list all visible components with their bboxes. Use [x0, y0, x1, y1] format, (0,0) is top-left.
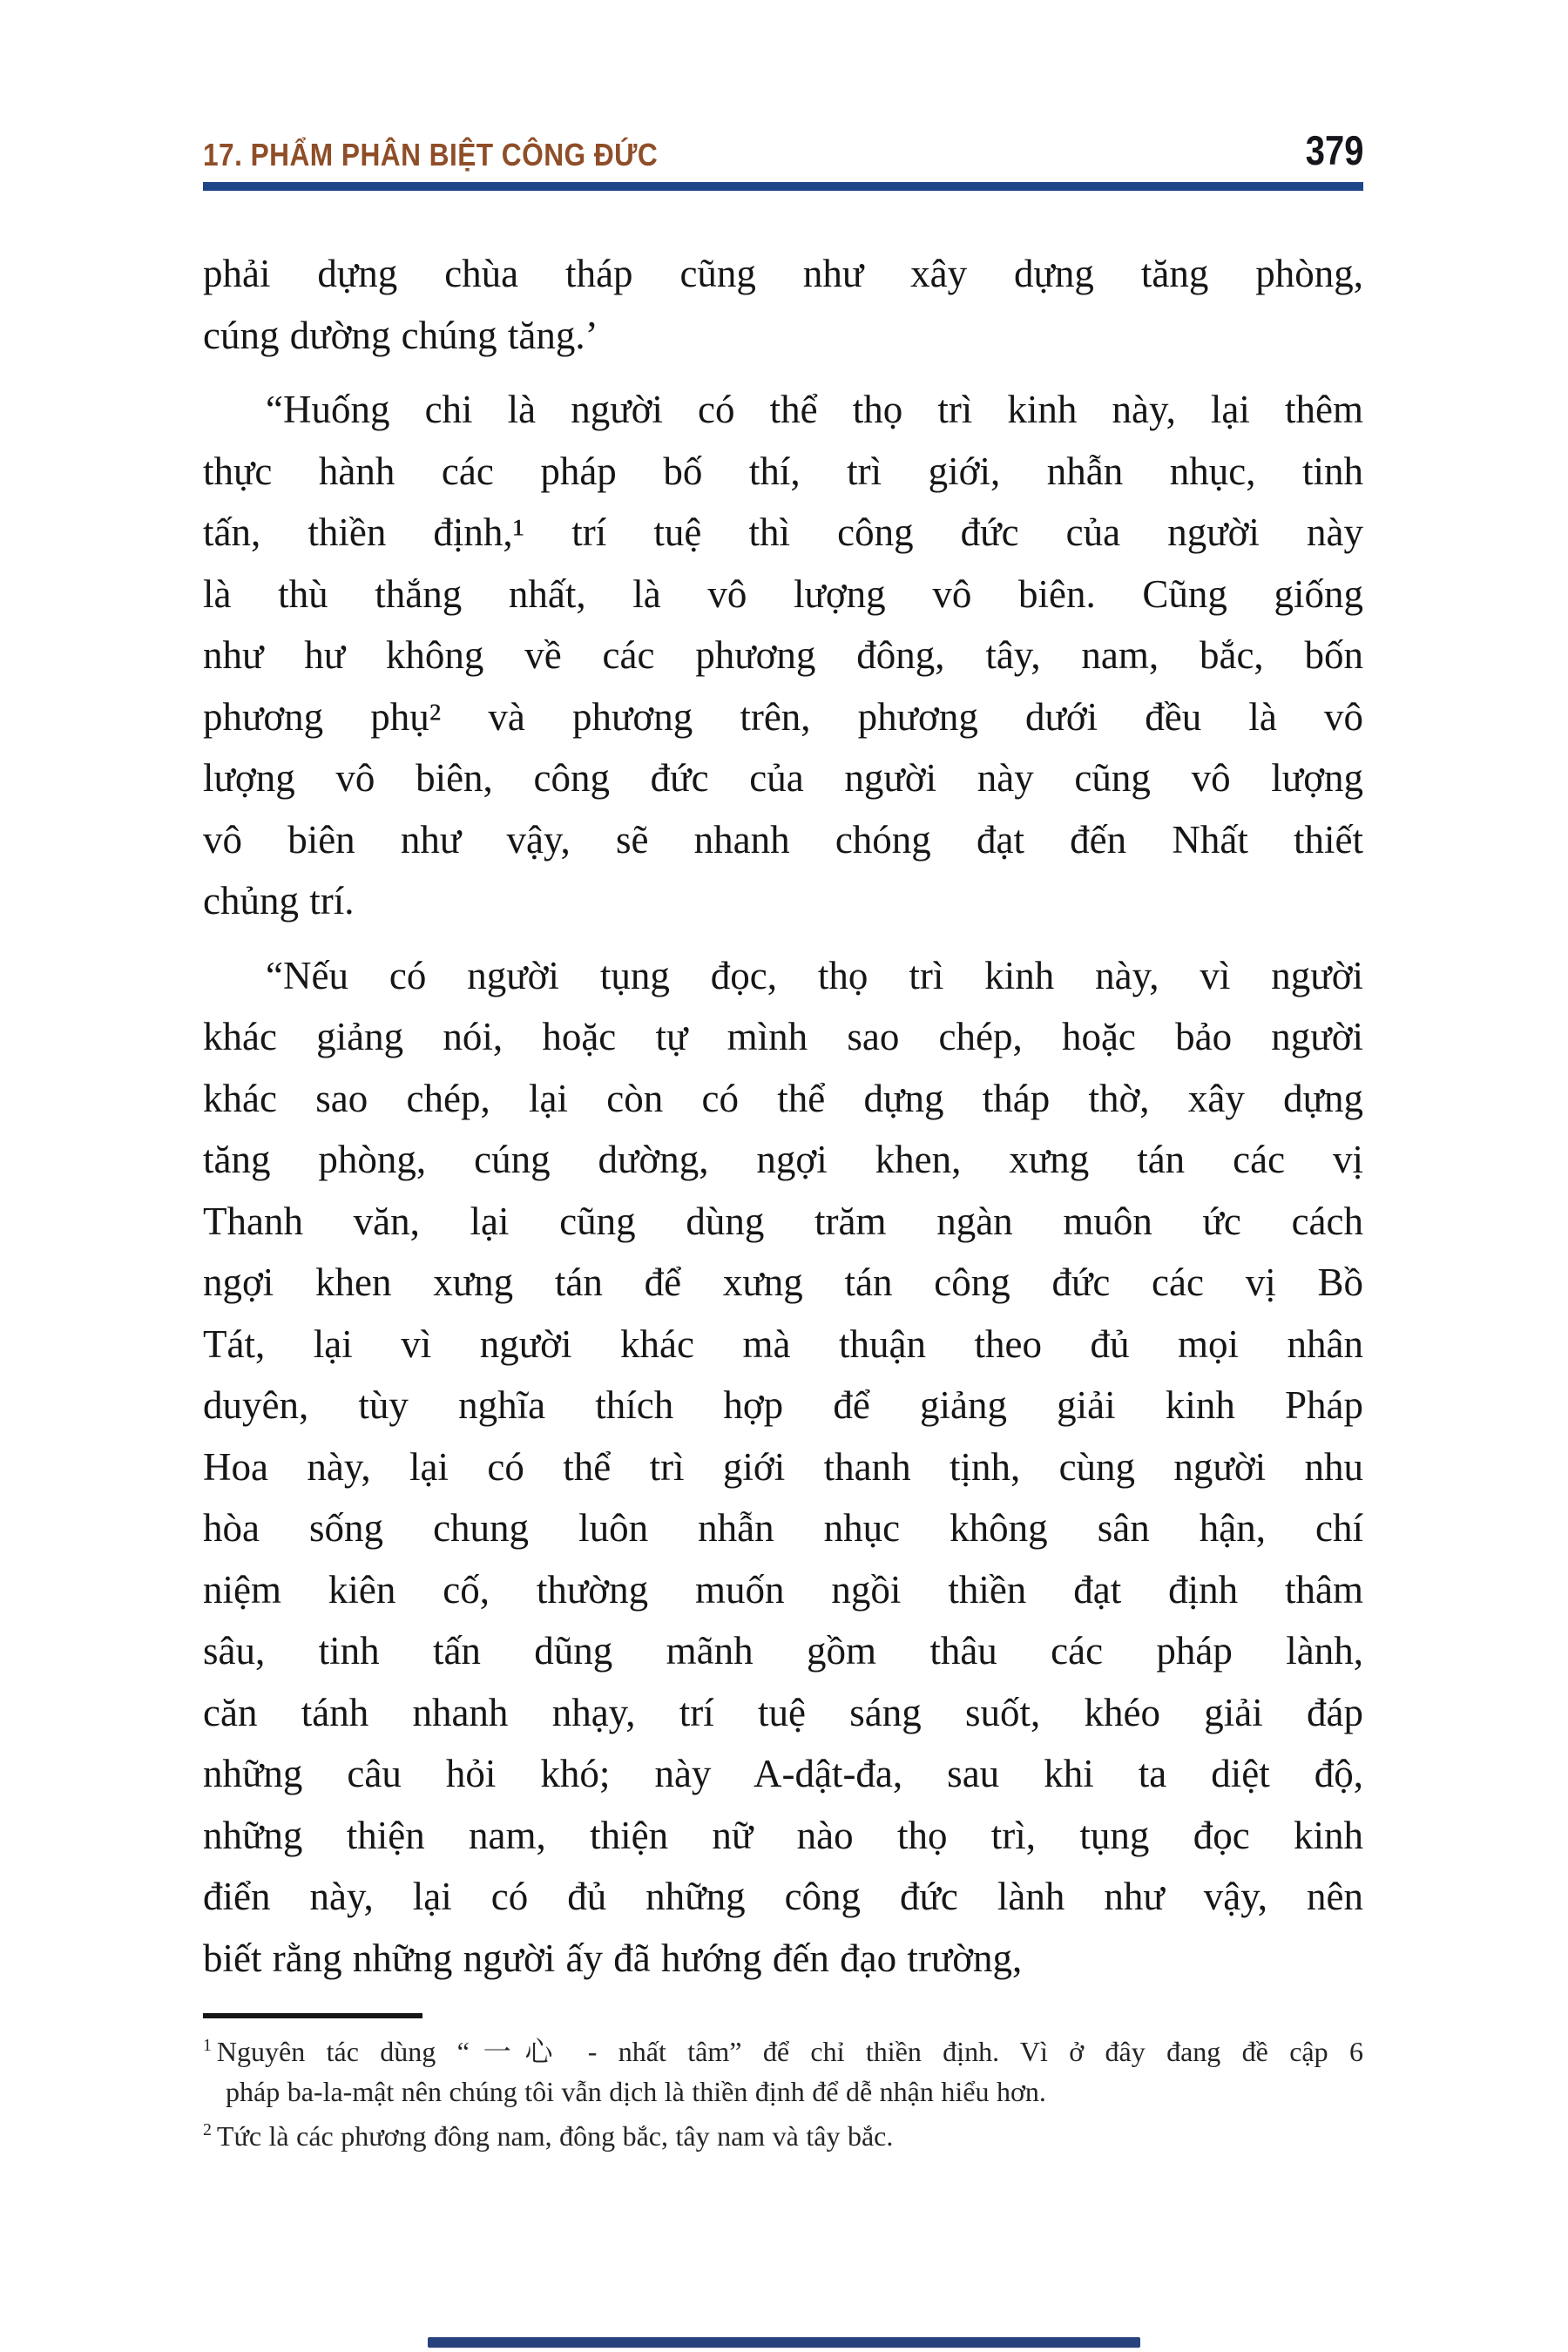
body-line: tăng phòng, cúng dường, ngợi khen, xưng tán các vị — [203, 1138, 1363, 1181]
footnotes — [203, 2032, 1363, 2157]
paragraph — [203, 379, 1363, 932]
body-line: phải dựng chùa tháp cũng như xây dựng tăng phòng, — [203, 252, 1363, 295]
body-line: Hoa này, lại có thể trì giới thanh tịnh, cùng người nhu — [203, 1444, 1363, 1489]
body-line: sâu, tinh tấn dũng mãnh gồm thâu các pháp lành, — [203, 1629, 1363, 1673]
footnote-marker: 2 — [203, 2120, 212, 2140]
body-line: hòa sống chung luôn nhẫn nhục không sân hận, chí — [203, 1506, 1363, 1550]
body-line: tấn, thiền định,¹ trí tuệ thì công đức của người này — [203, 510, 1363, 554]
body-line: cúng dường chúng tăng.’ — [203, 313, 598, 357]
page-header — [203, 0, 1363, 171]
page-number: 379 — [1305, 127, 1363, 173]
body-line: duyên, tùy nghĩa thích hợp để giảng giải kinh Pháp — [203, 1383, 1363, 1427]
chapter-title: 17. PHẨM PHÂN BIỆT CÔNG ĐỨC — [203, 137, 659, 172]
body-line: là thù thắng nhất, là vô lượng vô biên. Cũng giống — [203, 571, 1363, 616]
body-line: phương phụ² và phương trên, phương dưới đều là vô — [203, 694, 1363, 739]
footnote-line: $^1$ Nguyên tác dùng “一心 - nhất tâm” để chỉ thiền định. Vì ở đây đang đề cập 6 — [203, 2036, 1363, 2067]
page-content — [203, 0, 1363, 2157]
body-line: lượng vô biên, công đức của người này cũng vô lượng — [203, 756, 1363, 800]
body-line: khác sao chép, lại còn có thể dựng tháp thờ, xây dựng — [203, 1076, 1363, 1120]
footnote-separator — [203, 2013, 422, 2018]
paragraph — [203, 945, 1363, 1990]
body-line: “Nếu có người tụng đọc, thọ trì kinh này, vì người — [266, 953, 1363, 997]
body-line: niệm kiên cố, thường muốn ngồi thiền đạt định thâm — [203, 1567, 1363, 1612]
body-line: những câu hỏi khó; này A-dật-đa, sau khi ta diệt độ, — [203, 1752, 1363, 1795]
body-line: như hư không về các phương đông, tây, nam, bắc, bốn — [203, 633, 1363, 677]
footnote-line: $^2$ Tức là các phương đông nam, đông bắc, tây nam và tây bắc. — [203, 2120, 894, 2152]
header-rule — [203, 182, 1363, 191]
footnote — [203, 2117, 1363, 2157]
body-line: Tát, lại vì người khác mà thuận theo đủ mọi nhân — [203, 1321, 1363, 1366]
body-line: căn tánh nhanh nhạy, trí tuệ sáng suốt, khéo giải đáp — [203, 1690, 1363, 1734]
body-line: Thanh văn, lại cũng dùng trăm ngàn muôn ức cách — [203, 1199, 1363, 1243]
footnote-line: pháp ba-la-mật nên chúng tôi vẫn dịch là thiền định để dễ nhận hiểu hơn. — [226, 2075, 1046, 2107]
home-indicator-bar — [428, 2337, 1140, 2348]
paragraph — [203, 243, 1363, 366]
body-line: chủng trí. — [203, 879, 355, 923]
footnote-marker: 1 — [203, 2036, 212, 2056]
body-text — [203, 243, 1363, 1989]
footnote — [203, 2032, 1363, 2112]
body-line: điển này, lại có đủ những công đức lành như vậy, nên — [203, 1875, 1363, 1918]
body-line: những thiện nam, thiện nữ nào thọ trì, tụng đọc kinh — [203, 1813, 1363, 1857]
body-line: vô biên như vậy, sẽ nhanh chóng đạt đến Nhất thiết — [203, 817, 1363, 862]
body-line: khác giảng nói, hoặc tự mình sao chép, hoặc bảo người — [203, 1015, 1363, 1058]
body-line: thực hành các pháp bố thí, trì giới, nhẫn nhục, tinh — [203, 449, 1363, 493]
body-line: “Huống chi là người có thể thọ trì kinh này, lại thêm — [266, 388, 1363, 431]
body-line: biết rằng những người ấy đã hướng đến đạo trường, — [203, 1936, 1023, 1980]
body-line: ngợi khen xưng tán để xưng tán công đức các vị Bồ — [203, 1260, 1363, 1304]
